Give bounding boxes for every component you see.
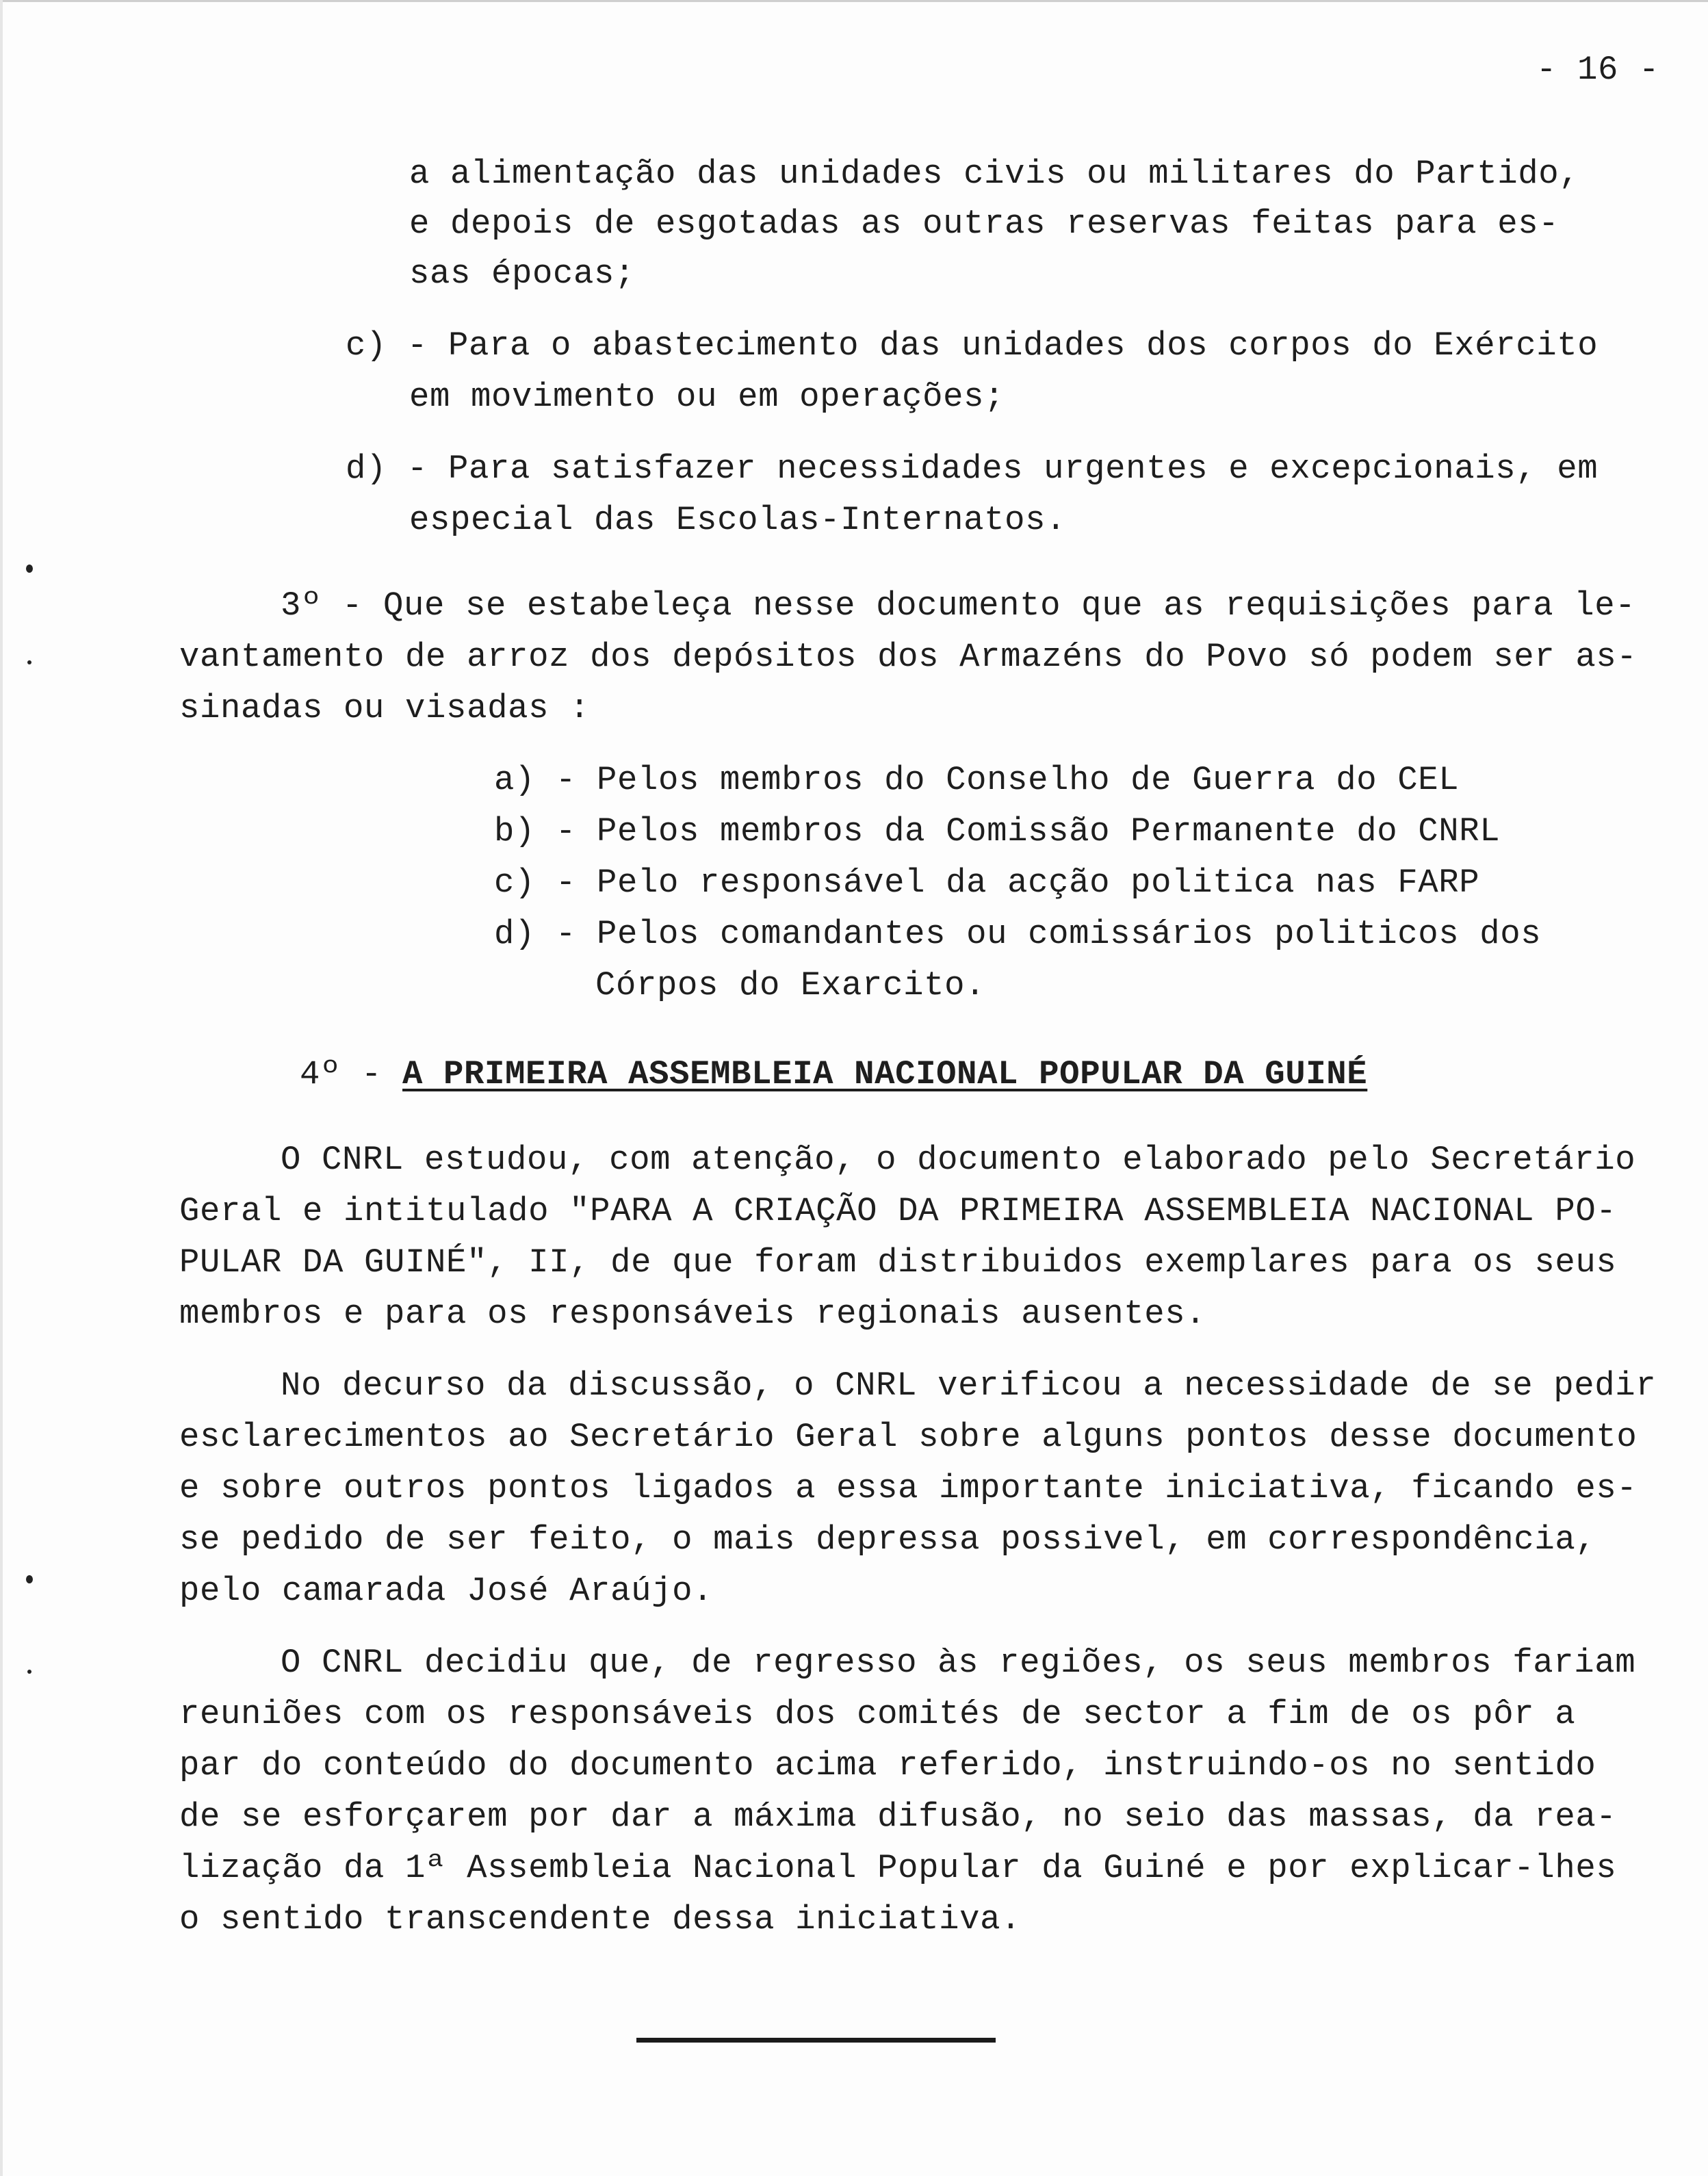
binder-hole-mark [26, 565, 33, 573]
paragraph-3-line: vantamento de arroz dos depósitos dos Armazéns do Povo só podem ser as- [179, 638, 1638, 676]
sub-item-b: b) - Pelos membros da Comissão Permanente do CNRL [494, 812, 1501, 851]
paragraph-6-line: de se esforçarem por dar a máxima difusão, no seio das massas, da rea- [179, 1798, 1617, 1836]
paragraph-6-line: o sentido transcendente dessa iniciativa. [179, 1900, 1022, 1939]
section-heading [300, 1054, 1367, 1095]
paragraph-4-line: PULAR DA GUINÉ", II, de que foram distribuidos exemplares para os seus [179, 1243, 1617, 1282]
paragraph-3-line: 3º - Que se estabeleça nesse documento que as requisições para le- [281, 586, 1636, 625]
list-item-c: c) - Para o abastecimento das unidades dos corpos do Exército [346, 326, 1599, 365]
binder-hole-mark [26, 1575, 33, 1583]
text-line: a alimentação das unidades civis ou militares do Partido, [409, 155, 1580, 193]
section-title: A PRIMEIRA ASSEMBLEIA NACIONAL POPULAR DA GUINÉ [402, 1055, 1368, 1093]
sub-item-a: a) - Pelos membros do Conselho de Guerra do CEL [494, 761, 1460, 799]
paragraph-4-line: O CNRL estudou, com atenção, o documento elaborado pelo Secretário [281, 1141, 1636, 1179]
paragraph-6-line: lização da 1ª Assembleia Nacional Popular da Guiné e por explicar-lhes [179, 1849, 1617, 1887]
paragraph-5-line: No decurso da discussão, o CNRL verificou a necessidade de se pedir [281, 1367, 1657, 1405]
paragraph-6-line: par do conteúdo do documento acima referido, instruindo-os no sentido [179, 1746, 1596, 1785]
scan-top-edge [0, 0, 1708, 2]
paragraph-5-line: esclarecimentos ao Secretário Geral sobre alguns pontos desse documento [179, 1418, 1638, 1456]
paragraph-6-line: reuniões com os responsáveis dos comités de sector a fim de os pôr a [179, 1695, 1576, 1733]
paragraph-5-line: pelo camarada José Araújo. [179, 1572, 714, 1610]
list-item-d: d) - Para satisfazer necessidades urgentes e excepcionais, em [346, 450, 1599, 488]
section-number: 4º - [300, 1055, 403, 1093]
paragraph-3-line: sinadas ou visadas : [179, 689, 591, 727]
binder-hole-mark [27, 660, 31, 664]
text-line: sas épocas; [409, 255, 636, 293]
list-item-c-continuation: em movimento ou em operações; [409, 378, 1005, 416]
paragraph-5-line: se pedido de ser feito, o mais depressa possivel, em correspondência, [179, 1520, 1596, 1559]
sub-item-d-continuation: Córpos do Exarcito. [595, 966, 986, 1005]
paragraph-5-line: e sobre outros pontos ligados a essa importante iniciativa, ficando es- [179, 1469, 1638, 1507]
binder-hole-mark [27, 1670, 31, 1674]
closing-rule [636, 2038, 996, 2043]
paragraph-4-line: Geral e intitulado "PARA A CRIAÇÃO DA PRIMEIRA ASSEMBLEIA NACIONAL PO- [179, 1192, 1617, 1230]
text-line: e depois de esgotadas as outras reservas feitas para es- [409, 205, 1560, 243]
paragraph-6-line: O CNRL decidiu que, de regresso às regiões, os seus membros fariam [281, 1644, 1636, 1682]
list-item-d-continuation: especial das Escolas-Internatos. [409, 501, 1067, 539]
page-number: - 16 - [1536, 51, 1660, 89]
sub-item-d: d) - Pelos comandantes ou comissários politicos dos [494, 915, 1542, 953]
paragraph-4-line: membros e para os responsáveis regionais ausentes. [179, 1295, 1206, 1333]
scan-left-edge [0, 0, 3, 2176]
sub-item-c: c) - Pelo responsável da acção politica nas FARP [494, 864, 1480, 902]
